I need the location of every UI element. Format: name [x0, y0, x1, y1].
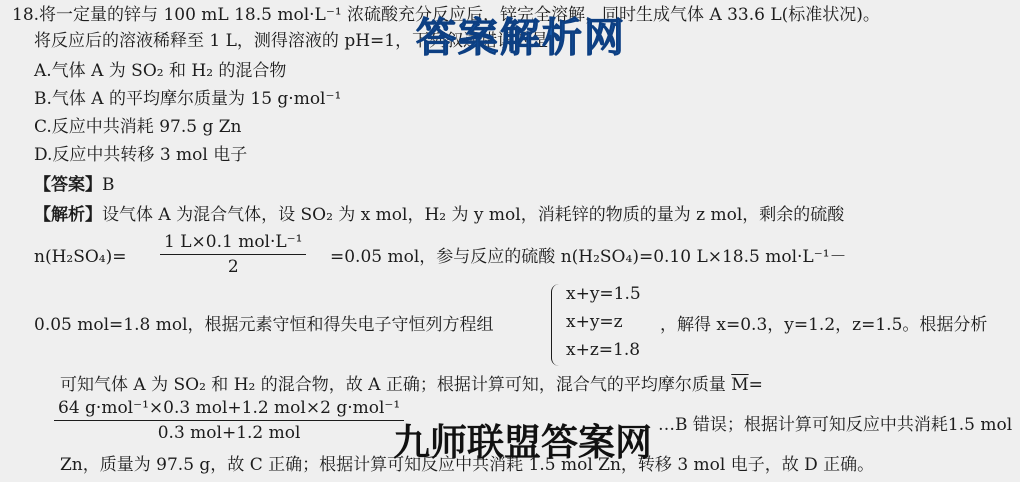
- option-b: B.气体 A 的平均摩尔质量为 15 g·mol⁻¹: [34, 89, 342, 109]
- option-a: A.气体 A 为 SO₂ 和 H₂ 的混合物: [34, 61, 287, 81]
- question-stem-line1: 18.将一定量的锌与 100 mL 18.5 mol·L⁻¹ 浓硫酸充分反应后，锌完全溶解，同时生成气体 A 33.6 L(标准状况)。: [12, 5, 880, 25]
- equation-brace: [551, 284, 564, 366]
- fraction-1-denominator: 2: [227, 257, 239, 277]
- analysis-text-1: 设气体 A 为混合气体，设 SO₂ 为 x mol，H₂ 为 y mol，消耗锌的物质的量为 z mol，剩余的硫酸: [102, 205, 845, 225]
- mean-molar-mass-symbol: $\overline{M}$: [731, 375, 749, 395]
- equation-3: x+z=1.8: [566, 340, 641, 360]
- fraction-2-denominator: 0.3 mol+1.2 mol: [157, 423, 301, 443]
- analysis-line1: [34, 204, 844, 226]
- answer-value: B: [102, 175, 115, 195]
- analysis-line4-text: 可知气体 A 为 SO₂ 和 H₂ 的混合物，故 A 正确；根据计算可知，混合气的平均摩尔质量: [60, 375, 726, 395]
- option-c: C.反应中共消耗 97.5 g Zn: [34, 117, 242, 137]
- analysis-label: 【解析】: [34, 205, 102, 225]
- answer-line: [34, 174, 115, 196]
- analysis-line6: Zn，质量为 97.5 g，故 C 正确；根据计算可知反应中共消耗 1.5 mol Zn，转移 3 mol 电子，故 D 正确。: [60, 455, 875, 475]
- fraction-1: [160, 232, 306, 277]
- fraction-1-numerator: 1 L×0.1 mol·L⁻¹: [160, 232, 306, 255]
- analysis-line4: [60, 374, 763, 396]
- option-d: D.反应中共转移 3 mol 电子: [34, 145, 248, 165]
- analysis-line3-right: ，解得 x=0.3，y=1.2，z=1.5。根据分析: [660, 315, 988, 335]
- question-stem-line2: 将反应后的溶液稀释至 1 L，测得溶液的 pH=1，下列叙述错误的是: [34, 31, 549, 51]
- answer-label: 【答案】: [34, 175, 102, 195]
- fraction-2: [54, 398, 404, 443]
- analysis-line2-rest: =0.05 mol，参与反应的硫酸 n(H₂SO₄)=0.10 L×18.5 mol·L⁻¹－: [330, 247, 847, 267]
- analysis-line3-left: 0.05 mol=1.8 mol，根据元素守恒和得失电子守恒列方程组: [34, 315, 494, 335]
- analysis-line4-end: =: [748, 375, 763, 395]
- equation-1: x+y=1.5: [566, 284, 641, 304]
- fraction-2-numerator: 64 g·mol⁻¹×0.3 mol+1.2 mol×2 g·mol⁻¹: [54, 398, 404, 421]
- watermark-top: 答案解析网: [416, 15, 626, 61]
- watermark-bottom: 九师联盟答案网: [393, 421, 652, 464]
- analysis-frac1-prefix: n(H₂SO₄)=: [34, 247, 127, 267]
- equation-2: x+y=z: [566, 312, 623, 332]
- analysis-line5-rest: …B 错误；根据计算可知反应中共消耗1.5 mol: [658, 415, 1013, 435]
